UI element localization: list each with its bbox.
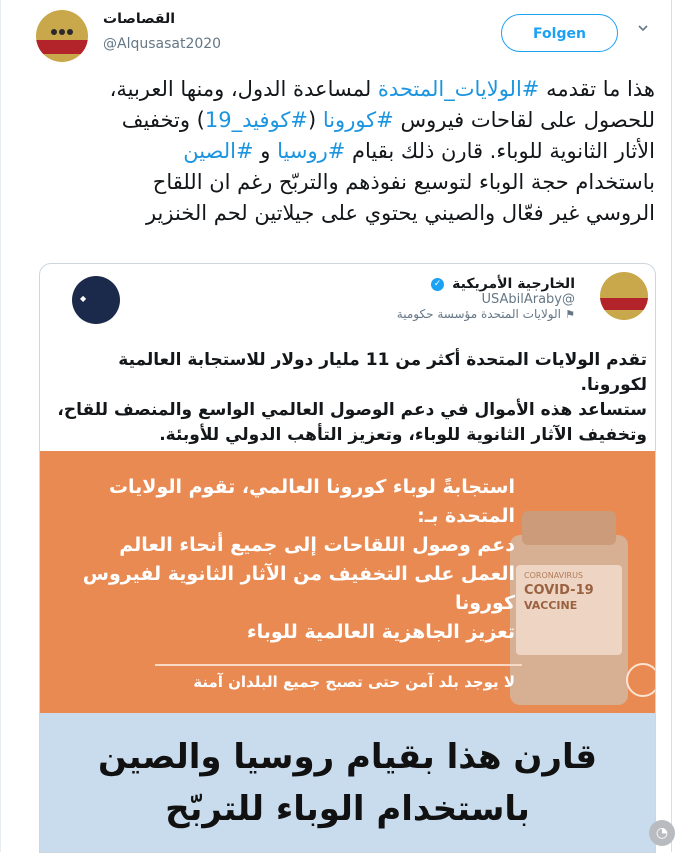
quoted-author-handle[interactable]: @USAbilAraby [481,292,575,307]
scroll-indicator-icon[interactable]: ◔ [649,820,675,846]
graphic-text-line: العمل على التخفيف من الآثار الثانوية لفيروس [82,563,515,585]
graphic-text-line: كورونا [455,592,515,614]
vaccine-graphic[interactable] [40,451,655,713]
tweet-line: باستخدام حجة الوباء لتوسيع نفوذهم والتربّح رغم ان اللقاح [152,170,655,194]
overlay-banner [40,713,655,853]
flag-icon: ⚑ [565,308,575,321]
graphic-text [55,473,515,647]
author-avatar[interactable] [36,10,88,62]
quoted-text-line: ستساعد هذه الأموال في دعم الوصول العالمي الواسع والمنصف للقاح، [57,400,647,420]
chevron-down-icon[interactable] [637,22,649,34]
hashtag-link[interactable]: #كوفيد_19 [204,108,308,132]
hashtag-link[interactable]: #الصين [183,139,254,163]
author-handle[interactable]: @Alqusasat2020 [103,36,222,52]
quoted-tweet-card[interactable] [39,263,656,853]
government-label: الولايات المتحدة مؤسسة حكومية [396,307,561,321]
quoted-author-name[interactable]: الخارجية الأمريكية [452,276,575,292]
quoted-text-line: وتخفيف الآثار الثانوية للوباء، وتعزيز التأهب الدولي للأوبئة. [159,425,647,445]
overlay-text-line: قارن هذا بقيام روسيا والصين [98,737,597,777]
divider [155,664,522,666]
verified-badge-icon: ✓ [431,278,444,291]
quoted-author-avatar[interactable]: ◆ [72,276,120,324]
overlay-text-line: باستخدام الوباء للتربّح [165,789,530,829]
tweet-line: الأثار الثانوية للوباء. قارن ذلك بقيام #روسيا و #الصين [183,139,655,163]
graphic-text-line: المتحدة بـ: [417,505,515,527]
author-display-name[interactable]: القصاصات [103,11,176,27]
hashtag-link[interactable]: #كورونا [322,108,394,132]
seal-icon [626,663,655,697]
hashtag-link[interactable]: #روسيا [277,139,346,163]
follow-button[interactable]: Folgen [501,14,618,52]
graphic-text-line: تعزيز الجاهزية العالمية للوباء [246,621,515,643]
tweet-text [39,74,655,229]
graphic-text-line: استجابةً لوباء كورونا العالمي، تقوم الولايات [108,476,515,498]
tweet-line: للحصول على لقاحات فيروس #كورونا (#كوفيد_19) وتخفيف [121,108,655,132]
vaccine-vial-image: CORONAVIRUS COVID-19 VACCINE [510,535,628,705]
graphic-footer: لا يوجد بلد آمن حتى تصبح جميع البلدان آمنة [193,673,515,691]
quoted-header [397,276,575,322]
quoted-text-line: تقدم الولايات المتحدة أكثر من 11 مليار دولار للاستجابة العالمية لكورونا. [118,350,647,395]
quoted-tweet-text [55,348,647,448]
hashtag-link[interactable]: #الولايات_المتحدة [377,77,540,101]
tweet-line: هذا ما تقدمه #الولايات_المتحدة لمساعدة الدول، ومنها العربية، [109,77,655,101]
embedded-logo [600,272,648,320]
overlay-text [40,731,655,835]
avatar-logo-icon [50,20,74,32]
tweet-line: الروسي غير فعّال والصيني يحتوي على جيلاتين لحم الخنزير [145,201,655,225]
graphic-text-line: دعم وصول اللقاحات إلى جميع أنحاء العالم [119,534,515,556]
